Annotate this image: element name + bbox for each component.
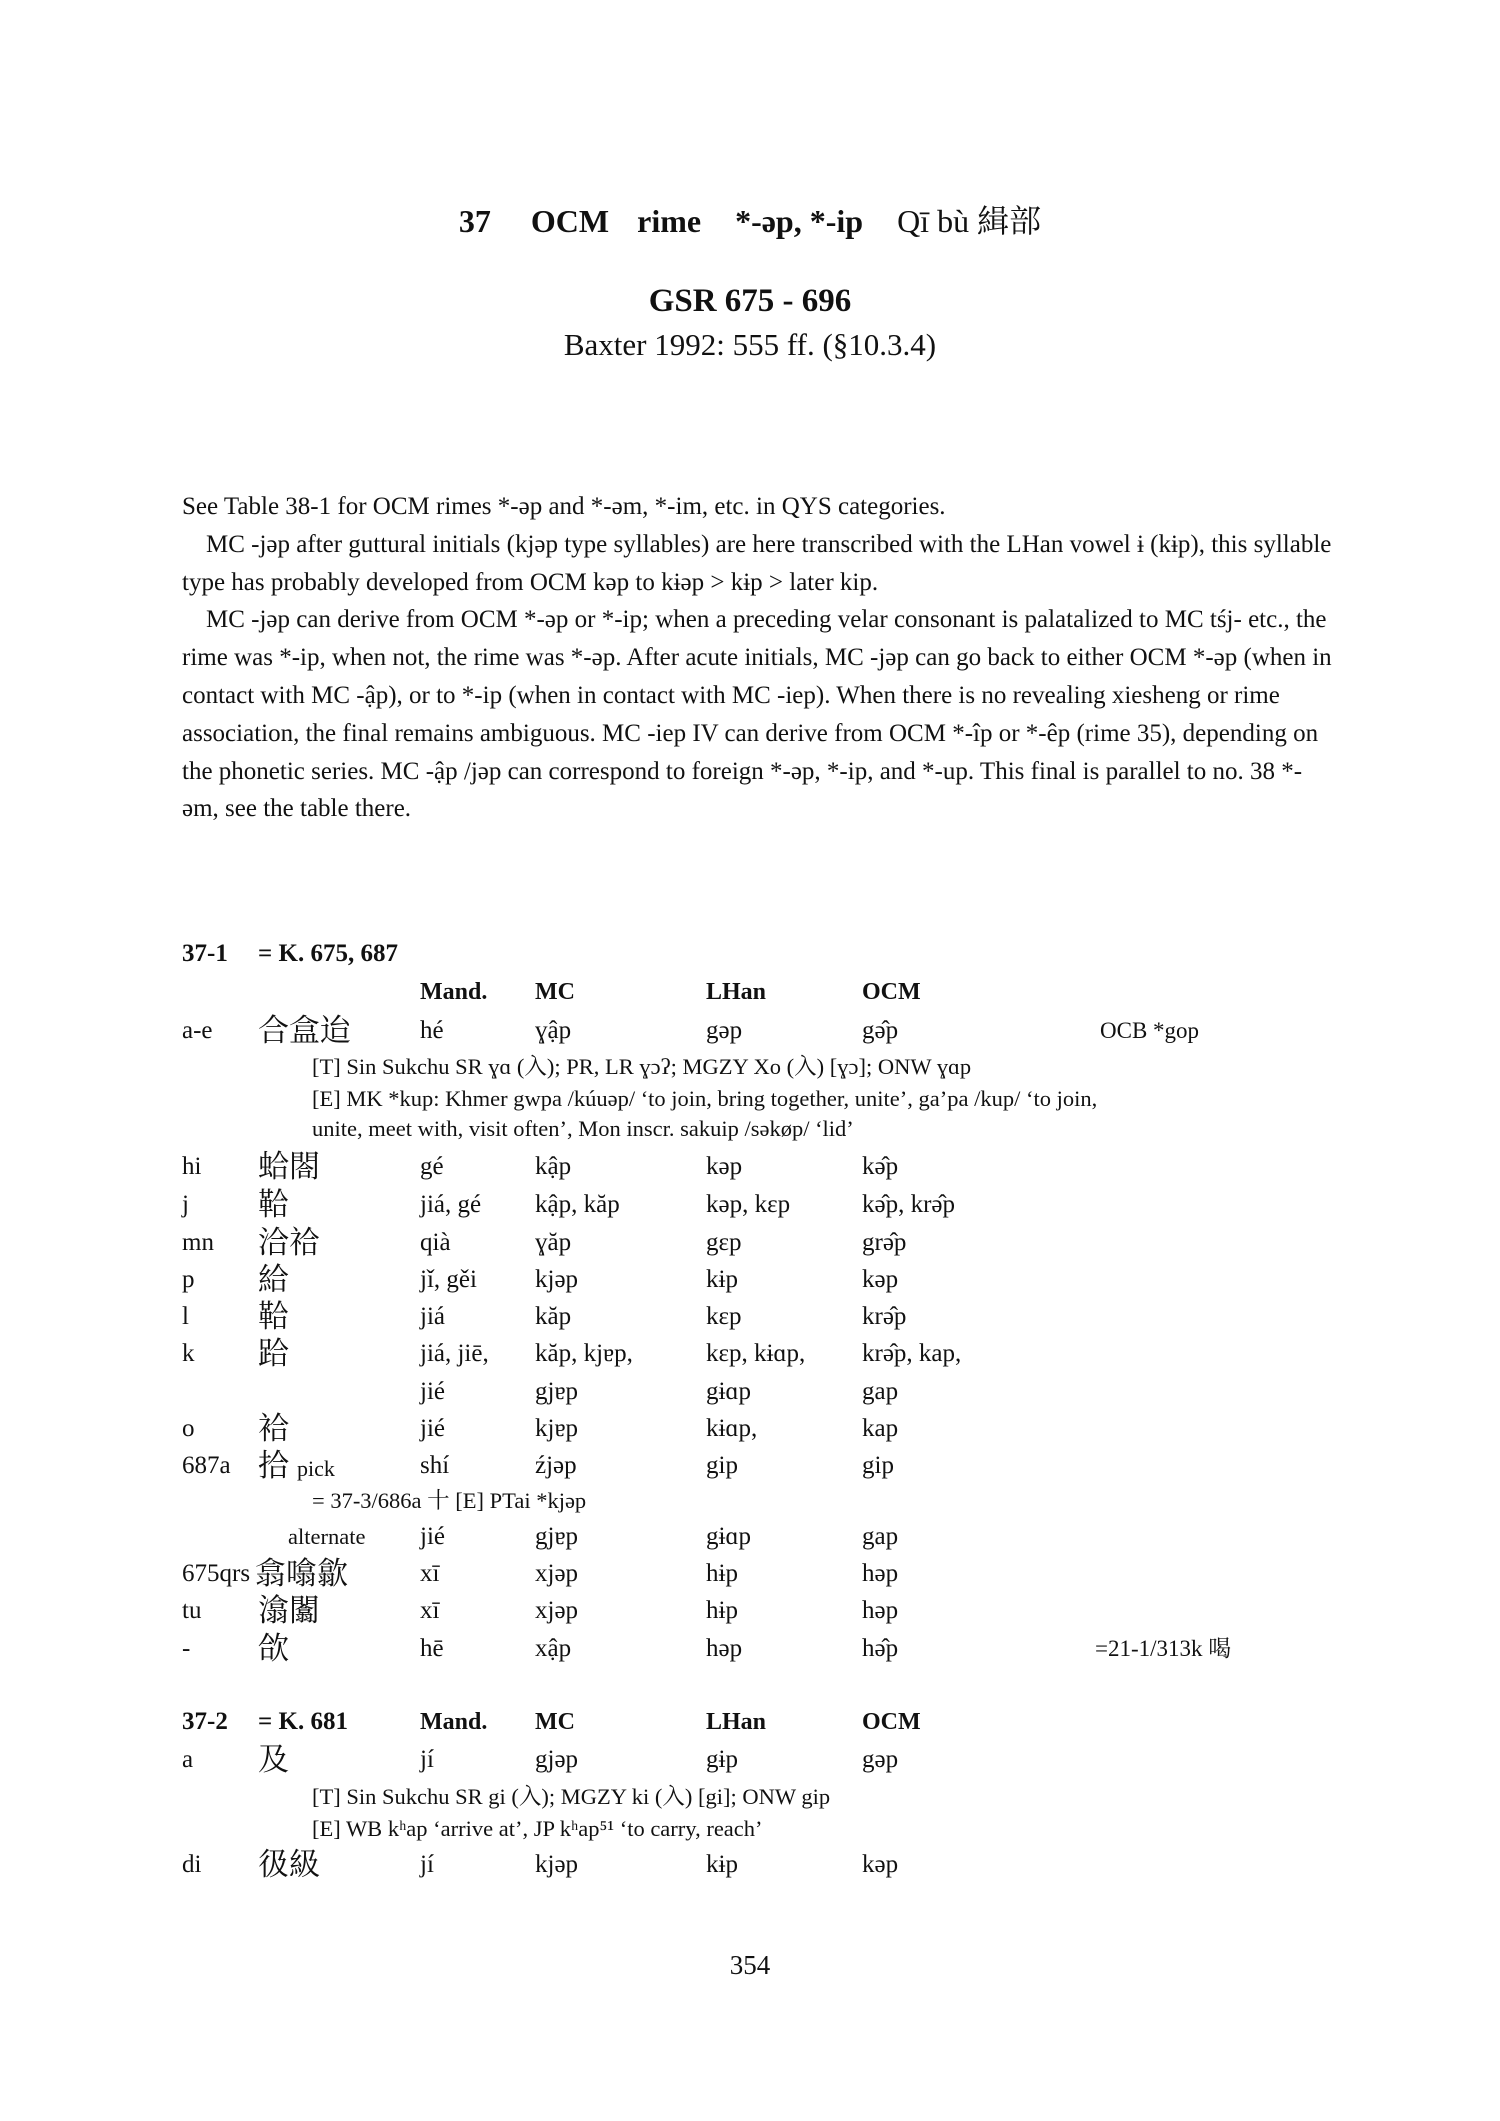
table-row — [0, 1848, 1500, 1882]
row-mandarin: jié — [420, 1523, 445, 1550]
gsr-range: GSR 675 - 696 — [648, 283, 852, 319]
row-ocm: gip — [862, 1452, 894, 1479]
row-mc: kjəp — [535, 1851, 579, 1878]
row-mandarin: jǐ, gěi — [420, 1266, 477, 1293]
row-mandarin: gé — [420, 1153, 444, 1180]
header-ocm: OCM — [862, 1709, 921, 1735]
row-mc: gjɐp — [535, 1378, 579, 1405]
row-label: 675qrs — [182, 1560, 251, 1587]
row-mc: źjəp — [535, 1452, 577, 1479]
row-lhan: hɨp — [706, 1597, 738, 1624]
header-lhan: LHan — [706, 979, 767, 1005]
row-lhan: gɨɑp — [706, 1378, 752, 1405]
table-row — [0, 1263, 1500, 1297]
row-ocm: hə̂p — [862, 1635, 899, 1662]
page-number: 354 — [729, 1950, 771, 1980]
table-row — [0, 1188, 1500, 1222]
note-transcription: [T] Sin Sukchu SR gi (入); MGZY ki (入) [gi]; ONW gip — [312, 1784, 831, 1809]
row-characters: 合盒迨 — [258, 1013, 351, 1048]
row-mc: gjɐp — [535, 1523, 579, 1550]
row-mandarin: jiá, gé — [420, 1191, 482, 1218]
row-mc: kjɐp — [535, 1415, 579, 1442]
row-ocm: kəp — [862, 1851, 899, 1878]
row-mc: ɣăp — [535, 1229, 572, 1256]
row-lhan: kɛp — [706, 1303, 742, 1330]
row-lhan: gɛp — [706, 1229, 742, 1256]
row-characters: 跲 — [258, 1336, 289, 1371]
section-id: 37-1 — [182, 940, 228, 967]
heading-ocm: OCM — [530, 203, 610, 239]
row-ocm: gə̂p — [862, 1017, 899, 1044]
row-label: o — [182, 1415, 195, 1442]
row-mc: xjəp — [535, 1597, 579, 1624]
row-characters: 彶級 — [258, 1847, 320, 1882]
table-row — [0, 1449, 1500, 1483]
row-label: mn — [182, 1229, 214, 1256]
note-etymology: unite, meet with, visit often’, Mon inscr. sakuip /səkøp/ ‘lid’ — [312, 1116, 854, 1141]
section-heading — [0, 1705, 1500, 1739]
row-characters: 鞈 — [258, 1299, 289, 1334]
section-ref: = K. 675, 687 — [258, 940, 398, 967]
row-mandarin: jiá, jiē, — [420, 1340, 489, 1367]
row-mandarin: jié — [420, 1415, 445, 1442]
row-label: tu — [182, 1597, 202, 1624]
row-lhan: gɨp — [706, 1746, 738, 1773]
row-lhan: kɛp, kɨɑp, — [706, 1340, 806, 1367]
row-mandarin: jí — [420, 1746, 434, 1773]
row-ocm: həp — [862, 1560, 899, 1587]
row-lhan: kəp — [706, 1153, 743, 1180]
row-characters: 翕噏歙 — [255, 1556, 348, 1591]
table-row — [0, 1226, 1500, 1260]
row-ocm: kə̂p, krə̂p — [862, 1191, 956, 1218]
row-characters: 蛤閤 — [258, 1149, 320, 1184]
row-mandarin: hē — [420, 1635, 444, 1662]
row-comment: OCB *gop — [1100, 1018, 1200, 1043]
row-characters: 袷 — [258, 1411, 289, 1446]
row-lhan: kɨɑp, — [706, 1415, 758, 1442]
row-mc: ɣập — [535, 1017, 572, 1044]
intro-paragraph: See Table 38-1 for OCM rimes *-əp and *-əm, *-im, etc. in QYS categories. — [182, 493, 946, 520]
row-ocm: krə̂p, kap, — [862, 1340, 962, 1367]
row-label: p — [182, 1266, 195, 1293]
table-row — [0, 1337, 1500, 1371]
row-mc: kăp — [535, 1303, 572, 1330]
row-ocm: kəp — [862, 1266, 899, 1293]
heading-number: 37 — [458, 203, 491, 239]
row-ocm: gap — [862, 1523, 899, 1550]
row-label: j — [182, 1191, 189, 1218]
row-characters-cell — [258, 1449, 335, 1486]
table-row — [0, 1014, 1500, 1048]
row-mc: xjəp — [535, 1560, 579, 1587]
table-row — [0, 1557, 1500, 1591]
heading-qibu: Qī bù 緝部 — [897, 203, 1042, 239]
table-row — [0, 1632, 1500, 1666]
row-ocm: kə̂p — [862, 1153, 899, 1180]
row-characters: 欱 — [258, 1631, 289, 1666]
row-characters: 及 — [258, 1742, 289, 1777]
row-lhan: gɨɑp — [706, 1523, 752, 1550]
row-lhan: gip — [706, 1452, 738, 1479]
row-ocm: krə̂p — [862, 1303, 907, 1330]
table-row — [0, 1375, 1500, 1409]
row-mandarin: xī — [420, 1597, 440, 1624]
row-ocm: gap — [862, 1378, 899, 1405]
section-ref: = K. 681 — [258, 1708, 348, 1735]
table-header — [0, 975, 1500, 1009]
row-lhan: kɨp — [706, 1851, 738, 1878]
intro-paragraph: MC -jəp after guttural initials (kjəp type syllables) are here transcribed with the LHan vowel ɨ (kɨp), this syllable type has probably developed from OCM kəp to kɨəp > kɨp > later kip. — [182, 530, 1332, 596]
row-mandarin: jiá — [420, 1303, 445, 1330]
row-lhan: kɨp — [706, 1266, 738, 1293]
note-cross-reference: = 37-3/686a 十 [E] PTai *kjəp — [312, 1488, 587, 1513]
row-mc: gjəp — [535, 1746, 579, 1773]
heading-forms: *-əp, *-ip — [735, 203, 864, 239]
row-mc: kjəp — [535, 1266, 579, 1293]
heading-rime: rime — [637, 203, 702, 239]
chapter-heading — [0, 196, 1500, 242]
row-label: a — [182, 1746, 194, 1773]
baxter-reference: Baxter 1992: 555 ff. (§10.3.4) — [563, 327, 937, 362]
row-mc: kăp, kjɐp, — [535, 1340, 633, 1367]
row-label: di — [182, 1851, 202, 1878]
row-lhan: həp — [706, 1635, 743, 1662]
row-mc: xập — [535, 1635, 572, 1662]
row-characters: 拾 — [258, 1448, 289, 1483]
note-etymology: [E] MK *kup: Khmer gwpa /kúuəp/ ‘to join, bring together, unite’, ga’pa /kup/ ‘to join, — [312, 1086, 1098, 1111]
row-lhan: hɨp — [706, 1560, 738, 1587]
header-lhan: LHan — [706, 1709, 767, 1735]
row-mc: kập, kăp — [535, 1191, 620, 1218]
row-mc: kập — [535, 1153, 572, 1180]
row-characters: 鞈 — [258, 1187, 289, 1222]
row-mandarin: qià — [420, 1229, 451, 1256]
row-label: hi — [182, 1153, 202, 1180]
table-row — [0, 1150, 1500, 1184]
row-label: - — [182, 1635, 191, 1662]
row-label: k — [182, 1340, 195, 1367]
row-lhan: gəp — [706, 1017, 743, 1044]
row-mandarin: xī — [420, 1560, 440, 1587]
row-gloss: pick — [297, 1456, 335, 1481]
row-characters: 給 — [258, 1262, 289, 1297]
row-lhan: kəp, kɛp — [706, 1191, 791, 1218]
note-transcription: [T] Sin Sukchu SR ɣɑ (入); PR, LR ɣɔʔ; MGZY Xo (入) [ɣɔ]; ONW ɣɑp — [312, 1054, 972, 1079]
row-mandarin: jié — [420, 1378, 445, 1405]
row-characters: 洽祫 — [258, 1225, 320, 1260]
header-mc: MC — [535, 1709, 575, 1735]
intro-paragraph: MC -jəp can derive from OCM *-əp or *-ip; when a preceding velar consonant is palatalized to MC tśj- etc., the rime was *-ip, when not, the rime was *-əp. After acute initials, MC -jəp can go back to either OCM *-əp (when in contact with MC -ập), or to *-ip (when in contact with MC -iep). When there is no revealing xiesheng or rime association, the final remains ambiguous. MC -iep IV can derive from OCM *-îp or *-êp (rime 35), depending on the phonetic series. MC -ập /jəp can correspond to foreign *-əp, *-ip, and *-up. This final is parallel to no. 38 *-əm, see the table there. — [182, 606, 1332, 823]
row-ocm: grə̂p — [862, 1229, 907, 1256]
section-heading — [0, 937, 1500, 971]
note-etymology: [E] WB kʰap ‘arrive at’, JP kʰap⁵¹ ‘to carry, reach’ — [312, 1816, 763, 1841]
table-row — [0, 1300, 1500, 1334]
row-ocm: həp — [862, 1597, 899, 1624]
row-mandarin: hé — [420, 1017, 444, 1044]
section-id: 37-2 — [182, 1708, 228, 1735]
row-ocm: kap — [862, 1415, 899, 1442]
table-row — [0, 1520, 1500, 1554]
row-label: 687a — [182, 1452, 231, 1479]
row-alternate-label: alternate — [288, 1524, 366, 1549]
row-mandarin: shí — [420, 1452, 450, 1479]
row-label: l — [182, 1303, 189, 1330]
header-mand: Mand. — [420, 1709, 488, 1735]
table-row — [0, 1743, 1500, 1777]
table-row — [0, 1594, 1500, 1628]
table-row — [0, 1412, 1500, 1446]
row-label: a-e — [182, 1017, 213, 1044]
intro-text — [182, 488, 1332, 828]
row-characters: 潝闟 — [258, 1593, 320, 1628]
header-mand: Mand. — [420, 979, 488, 1005]
header-ocm: OCM — [862, 979, 921, 1005]
row-ocm: gəp — [862, 1746, 899, 1773]
row-comment: =21-1/313k 喝 — [1095, 1636, 1232, 1661]
header-mc: MC — [535, 979, 575, 1005]
row-mandarin: jí — [420, 1851, 434, 1878]
